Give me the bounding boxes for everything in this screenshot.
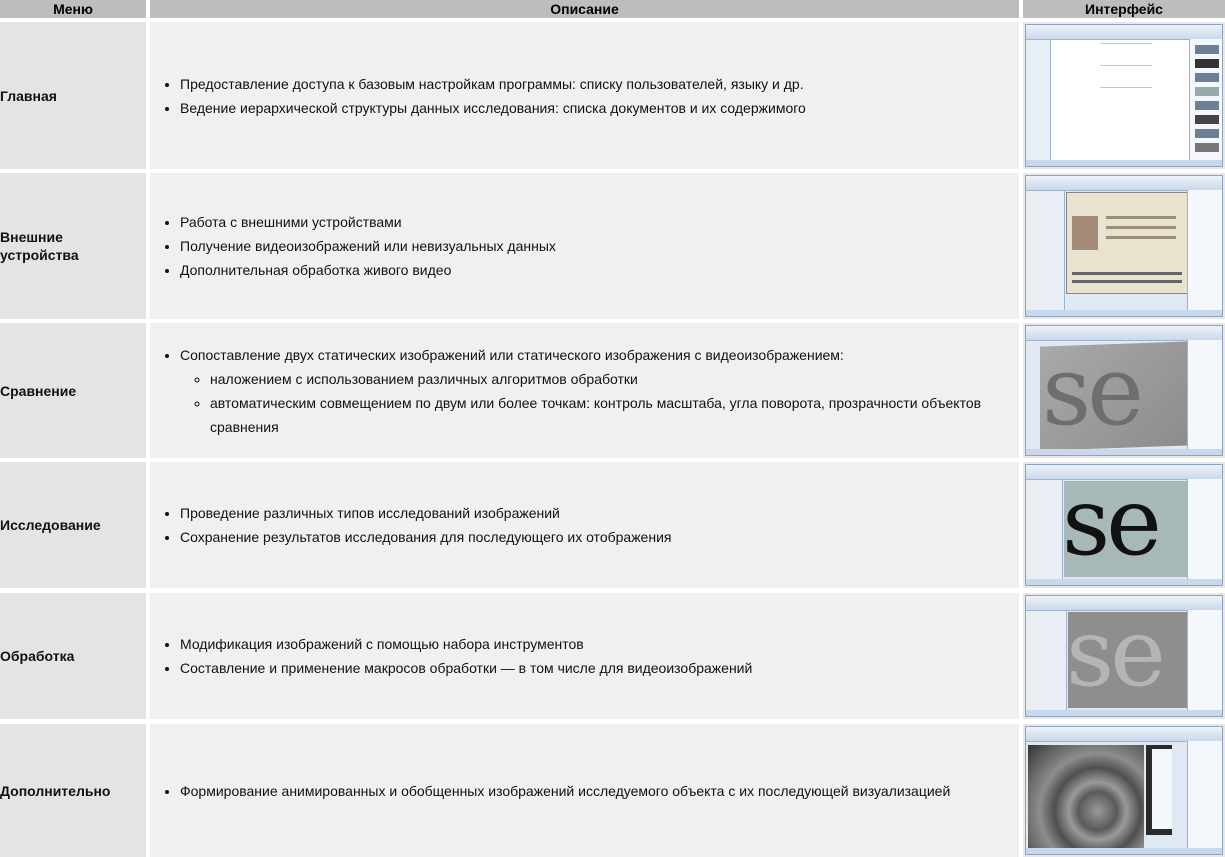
table-row: [0, 593, 1225, 719]
menu-cell: [0, 22, 146, 169]
list-item: • Модификация изображений с помощью набора инструментов: [180, 632, 752, 656]
description-list: [150, 779, 950, 803]
description-cell: [150, 724, 1019, 857]
list-item: • Дополнительная обработка живого видео: [180, 258, 556, 282]
list-item: • Составление и применение макросов обработки — в том числе для видеоизображений: [180, 656, 752, 680]
interface-screenshot-home: [1023, 22, 1225, 169]
menu-label: Внешние устройства: [0, 229, 79, 263]
table-row: [0, 724, 1225, 857]
list-item: • Формирование анимированных и обобщенных изображений исследуемого объекта с их последующей визуализацией: [180, 779, 950, 803]
table-row: [0, 22, 1225, 169]
sub-list: [180, 367, 1019, 439]
description-list: [150, 632, 752, 680]
header-interface: Интерфейс: [1023, 0, 1225, 18]
menu-cell: [0, 462, 146, 588]
description-list: [150, 210, 556, 282]
compare-overlay-text: se: [1042, 335, 1141, 447]
list-item: • Получение видеоизображений или невизуальных данных: [180, 234, 556, 258]
description-list: [150, 501, 671, 549]
interface-screenshot-devices: [1023, 173, 1225, 319]
menu-label: Главная: [0, 87, 57, 104]
processing-image-text: se: [1066, 599, 1162, 708]
description-cell: [150, 173, 1019, 319]
list-item: • Работа с внешними устройствами: [180, 210, 556, 234]
description-list: [150, 72, 806, 120]
list-item-text: Сопоставление двух статических изображений или статического изображения с видеоизображением:: [180, 346, 844, 363]
description-cell: [150, 462, 1019, 588]
description-list: [150, 343, 1019, 439]
sub-list-item: ◦ автоматическим совмещением по двум или более точкам: контроль масштаба, угла поворота, прозрачности объектов сравнения: [210, 391, 1019, 439]
menu-label: Обработка: [0, 648, 75, 664]
menu-label: Сравнение: [0, 382, 77, 399]
table-row: [0, 462, 1225, 588]
list-item: [180, 343, 1019, 439]
description-cell: [150, 593, 1019, 719]
table-row: [0, 323, 1225, 458]
menu-label: Исследование: [0, 517, 101, 533]
table-row: [0, 173, 1225, 319]
interface-screenshot-research: [1023, 462, 1225, 588]
header-description: Описание: [150, 0, 1019, 18]
menu-label: Дополнительно: [0, 782, 111, 799]
list-item: • Ведение иерархической структуры данных исследования: списка документов и их содержимого: [180, 96, 806, 120]
list-item: • Сохранение результатов исследования для последующего их отображения: [180, 525, 671, 549]
menu-cell: [0, 593, 146, 719]
research-image-text: se: [1062, 468, 1158, 577]
interface-screenshot-compare: [1023, 323, 1225, 458]
interface-screenshot-processing: [1023, 593, 1225, 719]
menu-cell: [0, 173, 146, 319]
menu-cell: [0, 724, 146, 857]
list-item: • Проведение различных типов исследований изображений: [180, 501, 671, 525]
description-cell: [150, 22, 1019, 169]
sub-list-item: ◦ наложением с использованием различных алгоритмов обработки: [210, 367, 1019, 391]
list-item: • Предоставление доступа к базовым настройкам программы: списку пользователей, языку и др.: [180, 72, 806, 96]
menu-cell: [0, 323, 146, 458]
description-cell: [150, 323, 1019, 458]
interface-screenshot-additional: [1023, 724, 1225, 857]
header-menu: Меню: [0, 0, 146, 18]
